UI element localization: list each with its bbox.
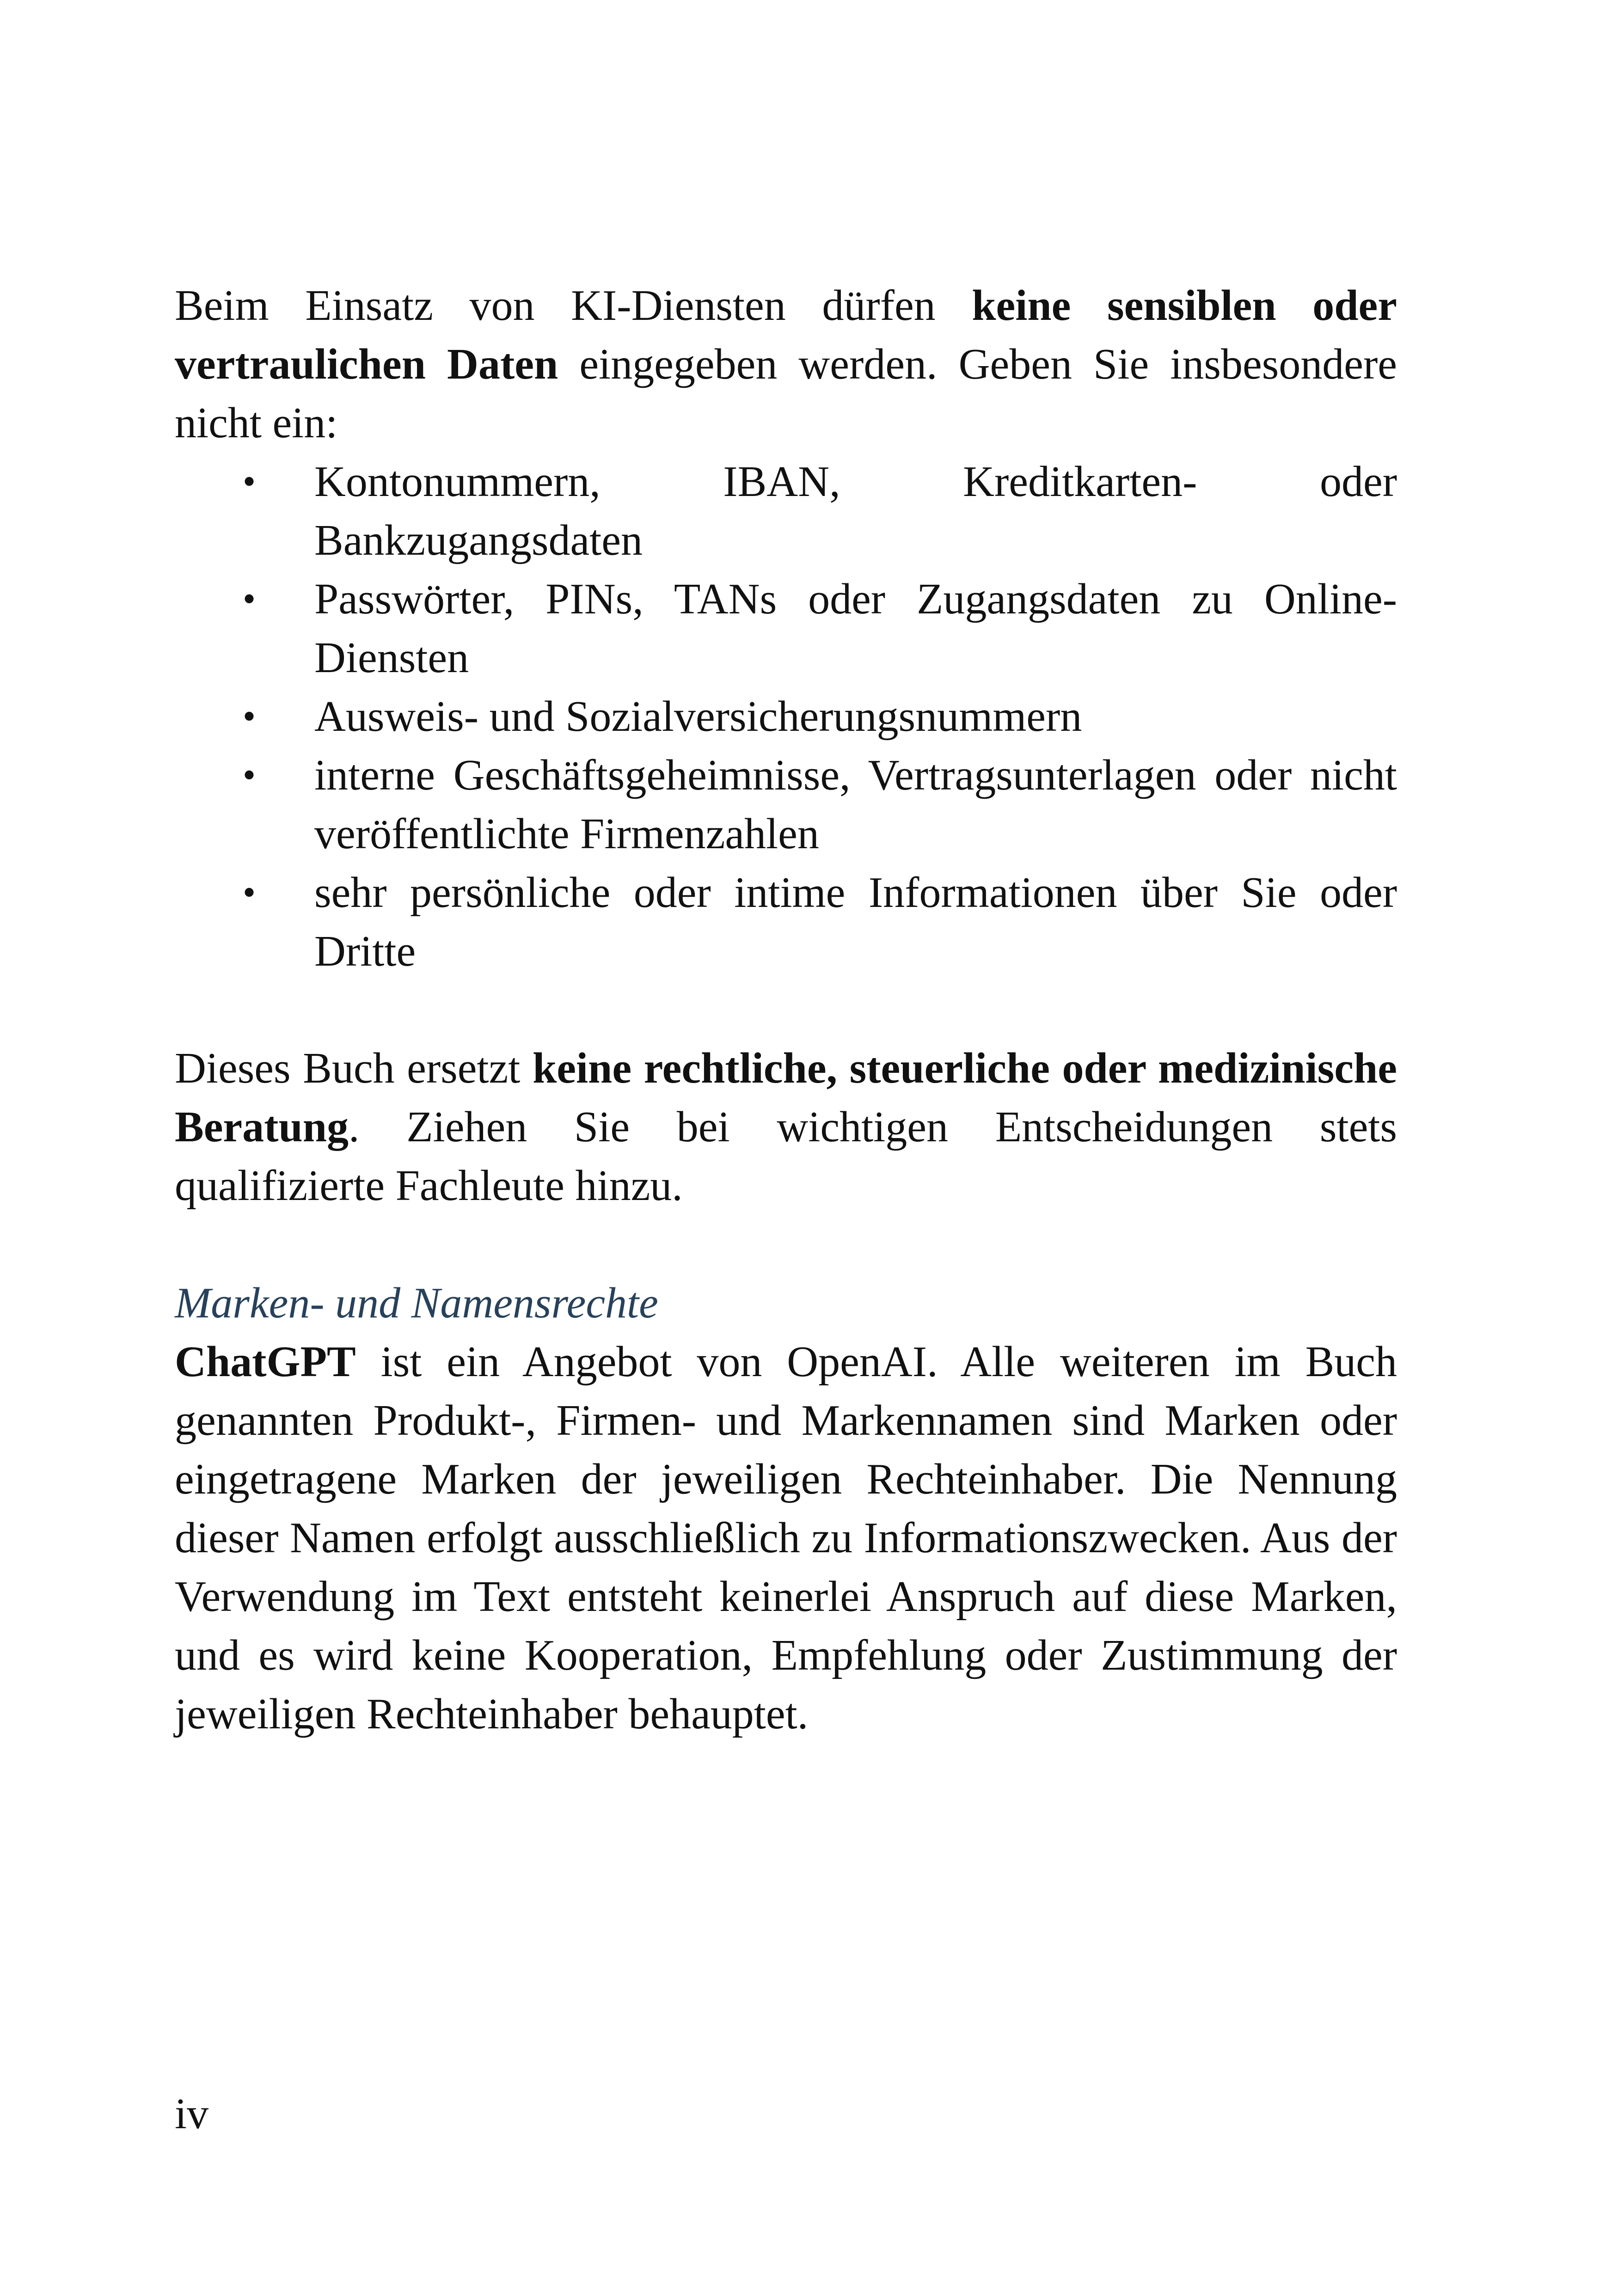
list-item <box>175 570 1397 687</box>
privacy-intro-paragraph <box>175 276 1397 453</box>
list-item <box>175 863 1397 981</box>
disclaimer-lead: Dieses Buch ersetzt <box>175 1044 533 1092</box>
list-item-text: sehr persönliche oder intime Informationen über Sie oder Dritte <box>314 869 1397 975</box>
list-item <box>175 453 1397 570</box>
page-number: iv <box>175 2090 209 2138</box>
sensitive-data-list <box>175 453 1397 981</box>
privacy-intro-tail: eingegeben werden. Geben Sie insbesondere nicht ein: <box>175 340 1397 447</box>
disclaimer-section <box>175 1039 1397 1215</box>
data-privacy-section <box>175 276 1397 981</box>
list-item-text: Passwörter, PINs, TANs oder Zugangsdaten zu Online-Diensten <box>314 575 1397 682</box>
list-item <box>175 746 1397 863</box>
trademark-paragraph <box>175 1333 1397 1744</box>
disclaimer-emphasis: keine rechtliche, steuerliche oder medizinische Beratung <box>175 1044 1397 1151</box>
list-item-text: interne Geschäftsgeheimnisse, Vertragsunterlagen oder nicht veröffentlichte Firmenzahlen <box>314 751 1397 858</box>
trademark-section <box>175 1274 1397 1744</box>
list-item-text: Ausweis- und Sozialversicherungsnummern <box>314 692 1082 741</box>
privacy-intro-lead: Beim Einsatz von KI-Diensten dürfen <box>175 282 972 330</box>
privacy-intro-emphasis: keine sensiblen oder vertraulichen Daten <box>175 282 1397 388</box>
bullet-icon: • <box>243 461 256 502</box>
bullet-icon: • <box>243 696 256 737</box>
list-item <box>175 687 1397 746</box>
bullet-icon: • <box>243 755 256 796</box>
trademark-text: ist ein Angebot von OpenAI. Alle weiteren im Buch genannten Produkt-, Firmen- und Markennamen sind Marken oder eingetragene Marken der jeweiligen Rechteinhaber. Die Nennung dieser Namen erfolgt ausschließlich zu Informationszwecken. Aus der Verwendung im Text entsteht keinerlei Anspruch auf diese Marken, und es wird keine Kooperation, Empfehlung oder Zustimmung der jeweiligen Rechteinhaber behauptet. <box>175 1338 1397 1738</box>
trademark-heading: Marken- und Namensrechte <box>175 1279 658 1327</box>
disclaimer-tail: . Ziehen Sie bei wichtigen Entscheidungen stets qualifizierte Fachleute hinzu. <box>175 1103 1397 1210</box>
disclaimer-paragraph <box>175 1039 1397 1215</box>
bullet-icon: • <box>243 579 256 619</box>
trademark-emphasis: ChatGPT <box>175 1338 356 1386</box>
bullet-icon: • <box>243 872 256 913</box>
list-item-text: Kontonummern, IBAN, Kreditkarten- oder Bankzugangsdaten <box>314 458 1397 564</box>
